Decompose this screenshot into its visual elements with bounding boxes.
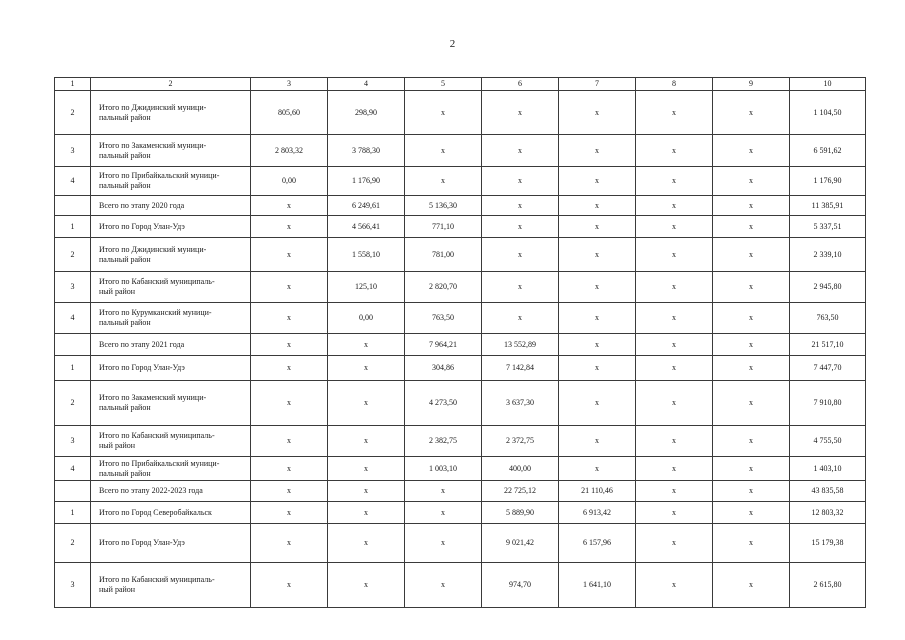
- row-number-cell: 2: [55, 381, 91, 426]
- value-cell: х: [713, 303, 790, 334]
- value-cell: 781,00: [405, 238, 482, 272]
- value-cell: х: [713, 426, 790, 457]
- value-cell: х: [636, 524, 713, 563]
- header-row: [55, 78, 866, 91]
- value-cell: 1 403,10: [790, 457, 866, 481]
- value-cell: 6 157,96: [559, 524, 636, 563]
- value-cell: х: [251, 334, 328, 356]
- row-number-cell: 3: [55, 135, 91, 167]
- value-cell: 7 910,80: [790, 381, 866, 426]
- row-name-cell: Итого по Джидинский муници- пальный район: [91, 91, 251, 135]
- row-name-cell: Всего по этапу 2021 года: [91, 334, 251, 356]
- value-cell: 3 637,30: [482, 381, 559, 426]
- header-cell: 1: [55, 78, 91, 91]
- row-name-cell: Итого по Город Улан-Удэ: [91, 216, 251, 238]
- value-cell: 43 835,58: [790, 481, 866, 502]
- value-cell: х: [559, 91, 636, 135]
- table-row: [55, 457, 866, 481]
- value-cell: х: [636, 481, 713, 502]
- value-cell: х: [559, 238, 636, 272]
- row-name-cell: Всего по этапу 2022-2023 года: [91, 481, 251, 502]
- value-cell: х: [405, 563, 482, 608]
- value-cell: х: [636, 272, 713, 303]
- value-cell: х: [328, 381, 405, 426]
- header-cell: 6: [482, 78, 559, 91]
- value-cell: х: [251, 426, 328, 457]
- header-cell: 5: [405, 78, 482, 91]
- value-cell: 7 142,84: [482, 356, 559, 381]
- value-cell: х: [405, 502, 482, 524]
- value-cell: 805,60: [251, 91, 328, 135]
- value-cell: х: [713, 356, 790, 381]
- value-cell: х: [482, 238, 559, 272]
- value-cell: х: [713, 196, 790, 216]
- value-cell: х: [636, 167, 713, 196]
- value-cell: 2 615,80: [790, 563, 866, 608]
- value-cell: х: [636, 216, 713, 238]
- value-cell: 1 558,10: [328, 238, 405, 272]
- value-cell: х: [251, 216, 328, 238]
- table-row: [55, 135, 866, 167]
- value-cell: х: [713, 563, 790, 608]
- value-cell: х: [251, 381, 328, 426]
- header-cell: 7: [559, 78, 636, 91]
- value-cell: х: [713, 135, 790, 167]
- value-cell: х: [251, 303, 328, 334]
- row-name-cell: Итого по Кабанский муниципаль- ный район: [91, 563, 251, 608]
- table-row: [55, 303, 866, 334]
- value-cell: х: [559, 216, 636, 238]
- value-cell: х: [328, 334, 405, 356]
- value-cell: 6 913,42: [559, 502, 636, 524]
- value-cell: х: [251, 457, 328, 481]
- value-cell: х: [559, 196, 636, 216]
- value-cell: х: [713, 457, 790, 481]
- value-cell: х: [636, 238, 713, 272]
- value-cell: х: [713, 481, 790, 502]
- table-row: [55, 356, 866, 381]
- row-name-cell: Итого по Прибайкальский муници- пальный район: [91, 457, 251, 481]
- value-cell: х: [482, 303, 559, 334]
- value-cell: 1 176,90: [328, 167, 405, 196]
- table-row: [55, 216, 866, 238]
- value-cell: 21 110,46: [559, 481, 636, 502]
- value-cell: х: [559, 426, 636, 457]
- value-cell: х: [559, 272, 636, 303]
- value-cell: 2 339,10: [790, 238, 866, 272]
- row-number-cell: 4: [55, 303, 91, 334]
- value-cell: х: [713, 238, 790, 272]
- value-cell: 13 552,89: [482, 334, 559, 356]
- value-cell: 771,10: [405, 216, 482, 238]
- header-cell: 10: [790, 78, 866, 91]
- value-cell: 12 803,32: [790, 502, 866, 524]
- row-number-cell: 2: [55, 91, 91, 135]
- value-cell: х: [251, 524, 328, 563]
- value-cell: х: [482, 196, 559, 216]
- value-cell: х: [713, 272, 790, 303]
- value-cell: 125,10: [328, 272, 405, 303]
- row-name-cell: Всего по этапу 2020 года: [91, 196, 251, 216]
- row-number-cell: [55, 481, 91, 502]
- value-cell: 1 176,90: [790, 167, 866, 196]
- value-cell: х: [405, 167, 482, 196]
- value-cell: 5 136,30: [405, 196, 482, 216]
- value-cell: 5 889,90: [482, 502, 559, 524]
- table-row: [55, 524, 866, 563]
- table-row: [55, 502, 866, 524]
- value-cell: х: [328, 426, 405, 457]
- value-cell: 3 788,30: [328, 135, 405, 167]
- table-row: [55, 238, 866, 272]
- value-cell: х: [713, 381, 790, 426]
- value-cell: 0,00: [251, 167, 328, 196]
- value-cell: х: [636, 303, 713, 334]
- value-cell: 763,50: [790, 303, 866, 334]
- value-cell: х: [636, 426, 713, 457]
- value-cell: 400,00: [482, 457, 559, 481]
- value-cell: 4 755,50: [790, 426, 866, 457]
- row-name-cell: Итого по Закаменский муници- пальный район: [91, 135, 251, 167]
- value-cell: х: [636, 381, 713, 426]
- row-name-cell: Итого по Город Северобайкальск: [91, 502, 251, 524]
- value-cell: х: [559, 303, 636, 334]
- value-cell: х: [636, 135, 713, 167]
- value-cell: х: [251, 356, 328, 381]
- row-number-cell: [55, 334, 91, 356]
- value-cell: 15 179,38: [790, 524, 866, 563]
- row-name-cell: Итого по Прибайкальский муници- пальный район: [91, 167, 251, 196]
- table-row: [55, 563, 866, 608]
- value-cell: х: [559, 334, 636, 356]
- table-row: [55, 272, 866, 303]
- value-cell: 763,50: [405, 303, 482, 334]
- value-cell: х: [328, 502, 405, 524]
- row-name-cell: Итого по Закаменский муници- пальный район: [91, 381, 251, 426]
- table-row: [55, 481, 866, 502]
- table-row: [55, 426, 866, 457]
- value-cell: х: [251, 502, 328, 524]
- value-cell: х: [251, 481, 328, 502]
- value-cell: х: [636, 91, 713, 135]
- value-cell: х: [713, 216, 790, 238]
- row-name-cell: Итого по Город Улан-Удэ: [91, 524, 251, 563]
- header-cell: 2: [91, 78, 251, 91]
- value-cell: х: [559, 381, 636, 426]
- value-cell: 6 591,62: [790, 135, 866, 167]
- row-number-cell: 1: [55, 356, 91, 381]
- header-cell: 8: [636, 78, 713, 91]
- value-cell: х: [559, 457, 636, 481]
- value-cell: х: [713, 524, 790, 563]
- value-cell: х: [559, 356, 636, 381]
- value-cell: х: [636, 457, 713, 481]
- value-cell: 1 104,50: [790, 91, 866, 135]
- value-cell: х: [405, 524, 482, 563]
- value-cell: 21 517,10: [790, 334, 866, 356]
- value-cell: х: [328, 356, 405, 381]
- value-cell: 5 337,51: [790, 216, 866, 238]
- row-number-cell: 4: [55, 167, 91, 196]
- value-cell: х: [482, 91, 559, 135]
- value-cell: х: [559, 135, 636, 167]
- row-number-cell: 1: [55, 502, 91, 524]
- value-cell: 7 447,70: [790, 356, 866, 381]
- row-number-cell: 3: [55, 563, 91, 608]
- value-cell: х: [713, 91, 790, 135]
- value-cell: х: [713, 334, 790, 356]
- value-cell: х: [713, 167, 790, 196]
- row-name-cell: Итого по Джидинский муници- пальный район: [91, 238, 251, 272]
- row-number-cell: 4: [55, 457, 91, 481]
- value-cell: 298,90: [328, 91, 405, 135]
- value-cell: х: [482, 216, 559, 238]
- value-cell: х: [405, 91, 482, 135]
- value-cell: 2 803,32: [251, 135, 328, 167]
- value-cell: 7 964,21: [405, 334, 482, 356]
- value-cell: 0,00: [328, 303, 405, 334]
- value-cell: х: [482, 167, 559, 196]
- row-name-cell: Итого по Кабанский муниципаль- ный район: [91, 272, 251, 303]
- value-cell: 304,86: [405, 356, 482, 381]
- value-cell: х: [328, 481, 405, 502]
- table-row: [55, 334, 866, 356]
- row-number-cell: 3: [55, 272, 91, 303]
- page-number: 2: [449, 38, 456, 50]
- value-cell: х: [559, 167, 636, 196]
- row-number-cell: [55, 196, 91, 216]
- row-name-cell: Итого по Курумканский муници- пальный район: [91, 303, 251, 334]
- header-cell: 9: [713, 78, 790, 91]
- value-cell: 4 566,41: [328, 216, 405, 238]
- value-cell: 1 641,10: [559, 563, 636, 608]
- row-number-cell: 1: [55, 216, 91, 238]
- value-cell: 2 382,75: [405, 426, 482, 457]
- value-cell: х: [251, 196, 328, 216]
- value-cell: х: [636, 334, 713, 356]
- value-cell: х: [251, 272, 328, 303]
- value-cell: х: [636, 196, 713, 216]
- value-cell: 9 021,42: [482, 524, 559, 563]
- value-cell: 6 249,61: [328, 196, 405, 216]
- header-cell: 3: [251, 78, 328, 91]
- value-cell: 1 003,10: [405, 457, 482, 481]
- value-cell: 11 385,91: [790, 196, 866, 216]
- value-cell: х: [636, 563, 713, 608]
- value-cell: 4 273,50: [405, 381, 482, 426]
- row-number-cell: 2: [55, 238, 91, 272]
- value-cell: х: [405, 481, 482, 502]
- value-cell: 2 820,70: [405, 272, 482, 303]
- header-cell: 4: [328, 78, 405, 91]
- value-cell: х: [713, 502, 790, 524]
- data-table: [54, 77, 866, 608]
- value-cell: х: [328, 457, 405, 481]
- value-cell: х: [251, 563, 328, 608]
- value-cell: х: [482, 272, 559, 303]
- table-row: [55, 196, 866, 216]
- value-cell: 2 372,75: [482, 426, 559, 457]
- value-cell: х: [251, 238, 328, 272]
- value-cell: 2 945,80: [790, 272, 866, 303]
- value-cell: х: [636, 356, 713, 381]
- table-row: [55, 167, 866, 196]
- row-name-cell: Итого по Город Улан-Удэ: [91, 356, 251, 381]
- value-cell: 22 725,12: [482, 481, 559, 502]
- value-cell: х: [405, 135, 482, 167]
- row-number-cell: 3: [55, 426, 91, 457]
- value-cell: х: [328, 524, 405, 563]
- value-cell: х: [482, 135, 559, 167]
- value-cell: х: [636, 502, 713, 524]
- value-cell: 974,70: [482, 563, 559, 608]
- table-row: [55, 381, 866, 426]
- row-number-cell: 2: [55, 524, 91, 563]
- table-row: [55, 91, 866, 135]
- value-cell: х: [328, 563, 405, 608]
- row-name-cell: Итого по Кабанский муниципаль- ный район: [91, 426, 251, 457]
